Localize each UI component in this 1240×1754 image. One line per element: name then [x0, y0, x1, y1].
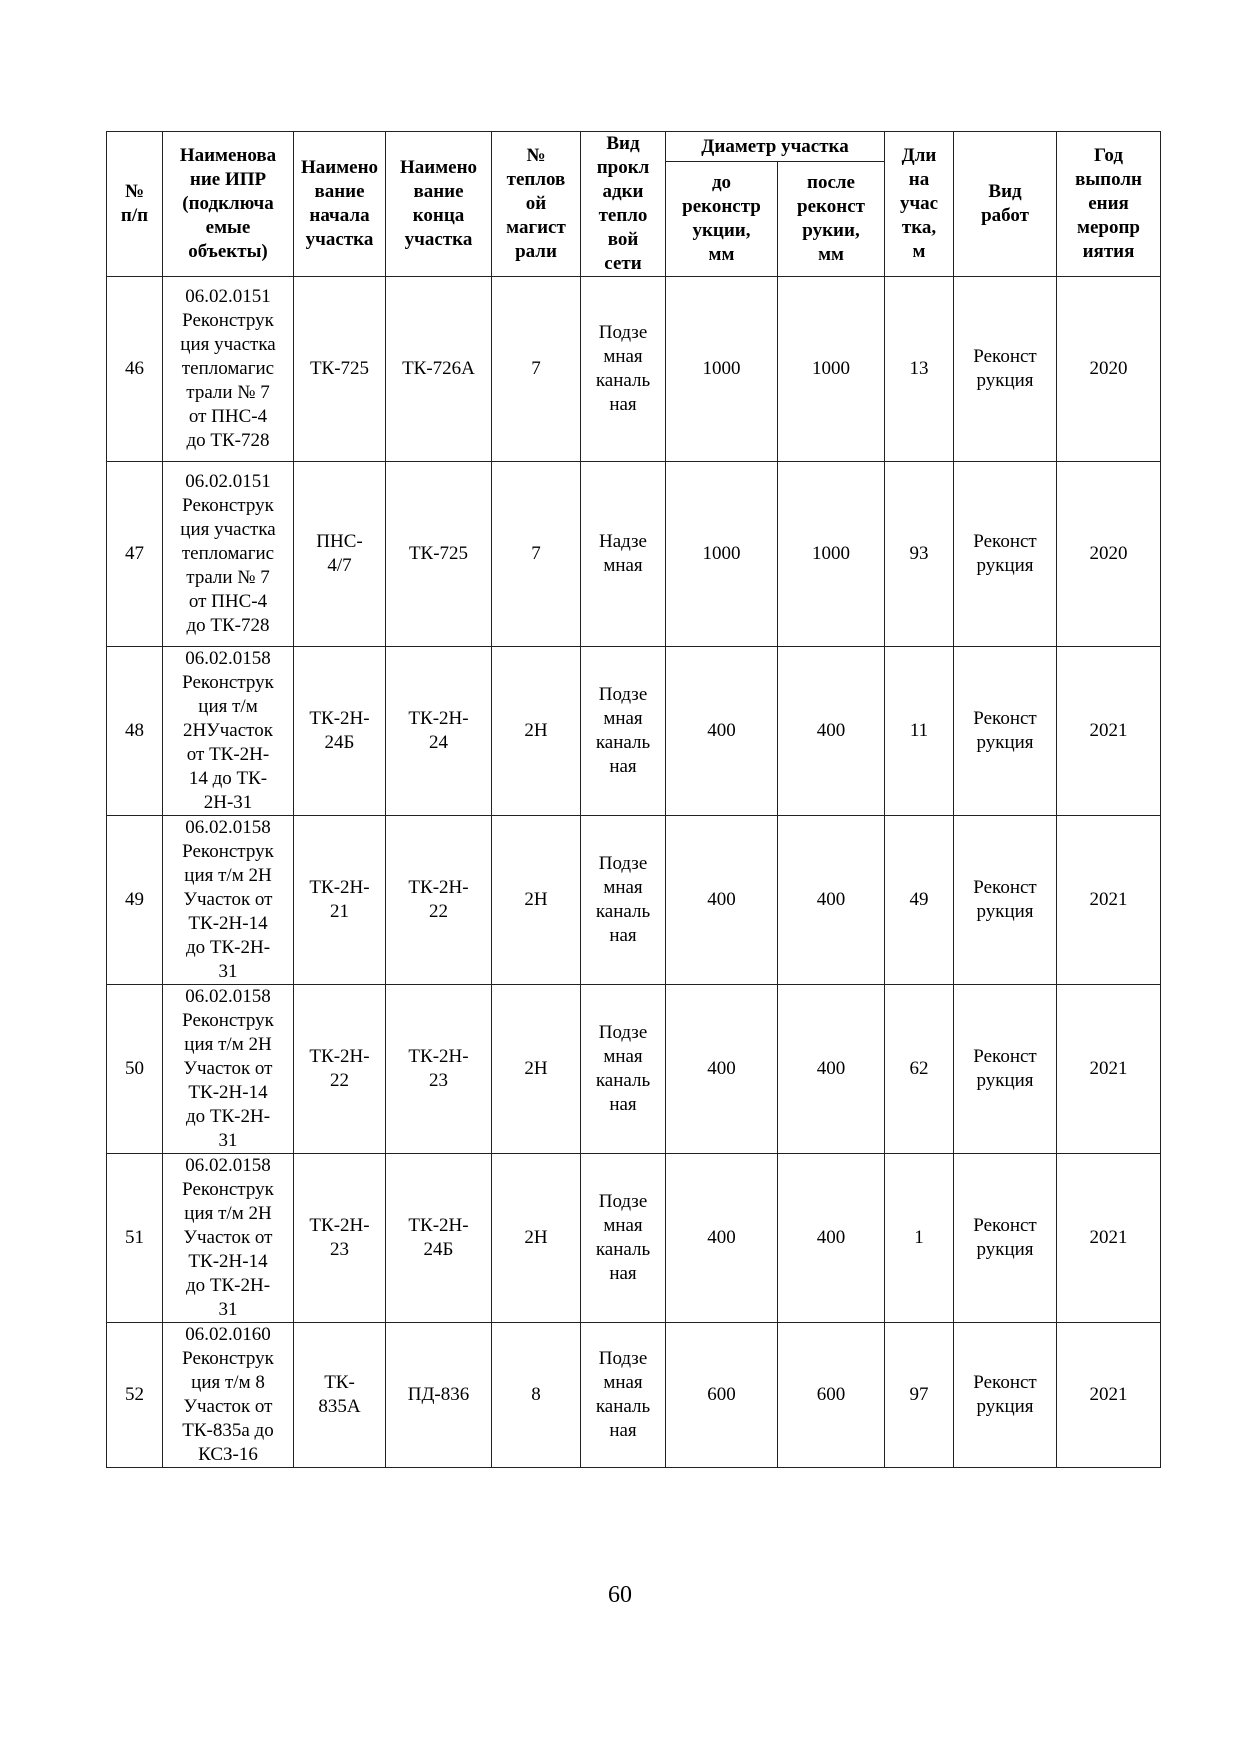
work-type: Реконст рукция	[954, 462, 1057, 647]
diameter-after: 400	[778, 647, 885, 816]
table-row	[107, 277, 1161, 462]
row-number: 47	[107, 462, 163, 647]
project-name: 06.02.0158 Реконструк ция т/м 2Н Участок от ТК-2Н-14 до ТК-2Н- 31	[163, 816, 294, 985]
work-type: Реконст рукция	[954, 647, 1057, 816]
section-length: 93	[885, 462, 954, 647]
project-name: 06.02.0158 Реконструк ция т/м 2Н Участок от ТК-2Н-14 до ТК-2Н- 31	[163, 985, 294, 1154]
section-start: ТК-725	[294, 277, 386, 462]
diameter-before: 400	[666, 647, 778, 816]
section-length: 49	[885, 816, 954, 985]
diameter-after: 400	[778, 1154, 885, 1323]
project-name: 06.02.0158 Реконструк ция т/м 2Н Участок от ТК-2Н-14 до ТК-2Н- 31	[163, 1154, 294, 1323]
section-start: ТК-2Н- 24Б	[294, 647, 386, 816]
table-row	[107, 985, 1161, 1154]
section-end: ТК-726А	[386, 277, 492, 462]
diameter-before: 600	[666, 1323, 778, 1468]
main-number: 7	[492, 277, 581, 462]
section-length: 11	[885, 647, 954, 816]
section-length: 13	[885, 277, 954, 462]
section-end: ТК-2Н- 23	[386, 985, 492, 1154]
header-work-type: Вид работ	[954, 132, 1057, 277]
row-number: 49	[107, 816, 163, 985]
section-end: ТК-2Н- 24	[386, 647, 492, 816]
laying-type: Подзе мная каналь ная	[581, 985, 666, 1154]
completion-year: 2021	[1057, 1323, 1161, 1468]
laying-type: Подзе мная каналь ная	[581, 1154, 666, 1323]
table-header	[107, 132, 1161, 277]
section-length: 62	[885, 985, 954, 1154]
diameter-after: 1000	[778, 277, 885, 462]
main-number: 2Н	[492, 985, 581, 1154]
row-number: 52	[107, 1323, 163, 1468]
diameter-before: 400	[666, 985, 778, 1154]
header-end: Наимено вание конца участка	[386, 132, 492, 277]
section-end: ТК-725	[386, 462, 492, 647]
section-end: ПД-836	[386, 1323, 492, 1468]
table-row	[107, 816, 1161, 985]
work-type: Реконст рукция	[954, 277, 1057, 462]
work-type: Реконст рукция	[954, 816, 1057, 985]
header-num: № п/п	[107, 132, 163, 277]
section-length: 97	[885, 1323, 954, 1468]
completion-year: 2021	[1057, 985, 1161, 1154]
section-end: ТК-2Н- 22	[386, 816, 492, 985]
section-end: ТК-2Н- 24Б	[386, 1154, 492, 1323]
section-start: ТК- 835А	[294, 1323, 386, 1468]
table-row	[107, 1323, 1161, 1468]
work-type: Реконст рукция	[954, 1323, 1057, 1468]
row-number: 51	[107, 1154, 163, 1323]
header-main-number: № теплов ой магист рали	[492, 132, 581, 277]
project-name: 06.02.0160 Реконструк ция т/м 8 Участок от ТК-835а до КСЗ-16	[163, 1323, 294, 1468]
work-type: Реконст рукция	[954, 1154, 1057, 1323]
laying-type: Надзе мная	[581, 462, 666, 647]
project-name: 06.02.0158 Реконструк ция т/м 2НУчасток от ТК-2Н- 14 до ТК- 2Н-31	[163, 647, 294, 816]
header-laying-type: Вид прокл адки тепло вой сети	[581, 132, 666, 277]
work-type: Реконст рукция	[954, 985, 1057, 1154]
table-body	[107, 277, 1161, 1468]
row-number: 48	[107, 647, 163, 816]
section-start: ПНС- 4/7	[294, 462, 386, 647]
section-start: ТК-2Н- 21	[294, 816, 386, 985]
laying-type: Подзе мная каналь ная	[581, 277, 666, 462]
table-row	[107, 462, 1161, 647]
header-year: Год выполн ения меропр иятия	[1057, 132, 1161, 277]
header-diameter: Диаметр участка	[666, 132, 885, 162]
page-number: 60	[608, 1582, 632, 1608]
completion-year: 2020	[1057, 277, 1161, 462]
diameter-after: 1000	[778, 462, 885, 647]
completion-year: 2021	[1057, 816, 1161, 985]
section-start: ТК-2Н- 23	[294, 1154, 386, 1323]
main-number: 7	[492, 462, 581, 647]
table-row	[107, 1154, 1161, 1323]
header-length: Дли на учас тка, м	[885, 132, 954, 277]
completion-year: 2021	[1057, 647, 1161, 816]
header-name-ipr: Наименова ние ИПР (подключа емые объекты)	[163, 132, 294, 277]
diameter-before: 400	[666, 816, 778, 985]
project-name: 06.02.0151 Реконструк ция участка тепломагис трали № 7 от ПНС-4 до ТК-728	[163, 277, 294, 462]
diameter-after: 400	[778, 985, 885, 1154]
section-start: ТК-2Н- 22	[294, 985, 386, 1154]
diameter-before: 1000	[666, 462, 778, 647]
table-row	[107, 647, 1161, 816]
main-number: 2Н	[492, 647, 581, 816]
sections-table	[106, 131, 1161, 1468]
diameter-before: 1000	[666, 277, 778, 462]
diameter-after: 600	[778, 1323, 885, 1468]
laying-type: Подзе мная каналь ная	[581, 816, 666, 985]
diameter-after: 400	[778, 816, 885, 985]
main-number: 2Н	[492, 816, 581, 985]
header-diameter-before: до реконстр укции, мм	[666, 162, 778, 277]
laying-type: Подзе мная каналь ная	[581, 647, 666, 816]
main-number: 2Н	[492, 1154, 581, 1323]
completion-year: 2020	[1057, 462, 1161, 647]
laying-type: Подзе мная каналь ная	[581, 1323, 666, 1468]
diameter-before: 400	[666, 1154, 778, 1323]
row-number: 50	[107, 985, 163, 1154]
main-number: 8	[492, 1323, 581, 1468]
section-length: 1	[885, 1154, 954, 1323]
header-start: Наимено вание начала участка	[294, 132, 386, 277]
header-diameter-after: после реконст рукии, мм	[778, 162, 885, 277]
completion-year: 2021	[1057, 1154, 1161, 1323]
row-number: 46	[107, 277, 163, 462]
project-name: 06.02.0151 Реконструк ция участка тепломагис трали № 7 от ПНС-4 до ТК-728	[163, 462, 294, 647]
